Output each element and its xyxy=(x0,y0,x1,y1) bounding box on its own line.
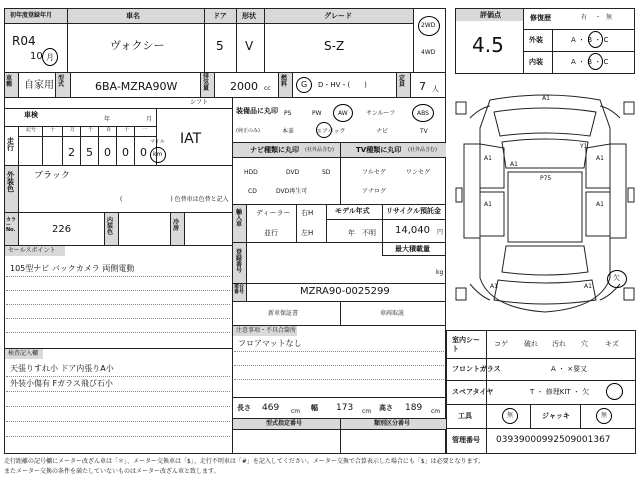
length-value: 469 xyxy=(262,403,280,413)
equipment-item: PS xyxy=(284,110,292,117)
interior-color-label: 内装色 xyxy=(107,217,114,236)
color-value: ブラック xyxy=(34,171,70,181)
exterior-scale: A ・ B ・ C xyxy=(571,36,609,44)
width-unit: cm xyxy=(362,408,372,415)
shift-value: IAT xyxy=(180,131,202,147)
equipment-item: TV xyxy=(420,128,428,135)
front-glass-label: フロントガラス xyxy=(452,365,501,373)
model-name: ヴォクシー xyxy=(110,39,165,52)
digit-label: 記号 xyxy=(26,127,37,133)
digit-label: 千 xyxy=(88,127,94,133)
digit-separator xyxy=(98,126,99,165)
damage-mark: A1 xyxy=(490,283,498,290)
km-label: km xyxy=(153,151,163,158)
exterior-label: 外装 xyxy=(529,36,543,44)
damage-mark: Y1 xyxy=(580,143,588,150)
equipment-item: ABS xyxy=(417,110,429,117)
fuel-selected: G xyxy=(301,80,308,89)
damage-mark: A1 xyxy=(510,161,518,168)
seat-item: 穴 xyxy=(581,340,588,348)
chassis-value: MZRA90-0025299 xyxy=(300,286,390,297)
tv-item: ワンセグ xyxy=(406,169,431,176)
mgmt-label: 管理番号 xyxy=(452,436,480,444)
tv-note: (社外品含む) xyxy=(408,147,437,153)
nav-note: (社外品含む) xyxy=(305,147,334,153)
manual-label: 車両取説 xyxy=(380,310,405,317)
month-unit-circle xyxy=(42,48,58,66)
score-value: 4.5 xyxy=(472,33,504,57)
height-label: 高さ xyxy=(379,404,393,412)
repair-no: 無 xyxy=(606,14,613,21)
front-glass-value: A ・ ×要又 xyxy=(551,365,588,373)
equipment-item: 本革 xyxy=(282,128,295,135)
capacity-unit: 人 xyxy=(432,85,439,93)
interior-scale: A ・ B ・ C xyxy=(571,58,609,66)
color-no: 226 xyxy=(52,224,72,235)
sales-point-label: セールスポイント xyxy=(8,247,56,254)
recycle-value: 14,040 xyxy=(395,225,430,236)
tire-mark: 欠 xyxy=(613,274,620,282)
nav-item: HDD xyxy=(244,169,258,176)
notes-text: フロアマットなし xyxy=(238,339,302,348)
displacement: 2000 xyxy=(230,80,258,93)
color-label: 外装色 xyxy=(7,171,14,193)
damage-mark: P75 xyxy=(540,175,552,182)
grade-label: グレード xyxy=(324,12,352,20)
interior-label: 内装 xyxy=(529,58,543,66)
spare-value: T ・ 修理KIT ・ 欠 xyxy=(530,388,590,396)
category-label: 類別区分番号 xyxy=(374,420,411,427)
equipment-item: エアバック xyxy=(316,128,346,135)
right-hand: 右H xyxy=(301,209,314,217)
digit-label: 十 xyxy=(124,127,130,133)
inspector-line1: 天張りすれ小 ドア内張りA小 xyxy=(10,364,114,373)
repair-yes: 有 xyxy=(581,14,588,21)
equipment-item: ナビ xyxy=(376,128,389,135)
nav-item: DVD xyxy=(286,169,300,176)
kind-label: 車種 xyxy=(6,75,13,88)
jack-label: ジャッキ xyxy=(542,412,570,420)
damage-mark: A1 xyxy=(596,201,604,208)
disp-label: 排気量 xyxy=(203,73,210,92)
damage-mark: A1 xyxy=(584,283,592,290)
footer-line1: 走行距離の記号欄にメーター改ざん車は「＊」、メーター交換車は「$」、走行不明車は「#」を記入してください。メーター交換で合算表示した場合にも「$」は必要となります。 xyxy=(4,458,485,465)
mgmt-value: 03939000992509001367 xyxy=(496,435,611,445)
height-value: 189 xyxy=(405,403,423,413)
equipment-item: PW xyxy=(312,110,322,117)
seat-item: 汚れ xyxy=(552,340,566,348)
nav-item: CD xyxy=(248,188,257,195)
exterior-selected-circle xyxy=(588,31,603,48)
regist-label: 登録番号 xyxy=(236,249,243,274)
model-label: 車名 xyxy=(126,12,140,20)
left-hand: 左H xyxy=(301,229,314,237)
seat-label: 室内シート xyxy=(452,336,480,354)
ac-label: 冷房 xyxy=(173,219,180,232)
length-unit: cm xyxy=(291,408,301,415)
height-unit: cm xyxy=(431,408,441,415)
first-reg-label: 初年度登録年月 xyxy=(10,12,53,19)
damage-mark: A1 xyxy=(542,95,550,102)
nav-title: ナビ種類に丸印 xyxy=(250,146,299,154)
inspector-line2: 外装小傷有 Fガラス飛び石小 xyxy=(10,379,113,388)
digit-separator xyxy=(80,126,81,165)
nav-item: SD xyxy=(322,169,331,176)
repair-dot: ・ xyxy=(595,14,602,21)
tv-item: フルセグ xyxy=(362,169,386,176)
shape-label: 形状 xyxy=(242,12,256,20)
spare-label: スペアタイヤ xyxy=(452,388,494,396)
capacity: 7 xyxy=(419,80,426,93)
jack-value: 無 xyxy=(601,412,608,419)
digit-label: 十 xyxy=(50,127,56,133)
digit-label: 一 xyxy=(142,127,148,133)
model-year-label: モデル年式 xyxy=(335,207,370,215)
mileage-digit: 5 xyxy=(86,146,93,159)
type-code: 6BA-MZRA90W xyxy=(95,80,178,93)
repair-label: 修復歴 xyxy=(530,14,551,22)
fuel-label: 燃料 xyxy=(281,75,288,88)
drive-2wd: 2WD xyxy=(421,22,436,29)
door-label: ドア xyxy=(213,12,227,20)
interior-selected-circle xyxy=(588,53,603,70)
cc-unit: cc xyxy=(264,85,271,92)
aw-circle xyxy=(333,104,353,122)
fuel-options: D・HV・( ) xyxy=(318,81,367,89)
first-reg-month-unit: 月 xyxy=(46,53,54,62)
equipment-subtitle: (純正のみ) xyxy=(236,128,260,134)
length-label: 長さ xyxy=(237,404,251,412)
nav-item: DVD再生可 xyxy=(276,188,308,195)
abs-circle xyxy=(412,104,434,122)
digit-separator xyxy=(116,126,117,165)
shape-value: V xyxy=(245,39,254,53)
footer-line2: またメーター交換の条件を満たしていないものはメーター改ざん車と致します。 xyxy=(4,468,220,475)
max-load-label: 最大積載量 xyxy=(395,245,430,253)
digit-label: 百 xyxy=(106,127,112,133)
mileage-digit: 0 xyxy=(140,146,147,159)
color-note: ( ) 色替車は色替と記入 xyxy=(120,196,229,203)
chassis-label: 車台番号 xyxy=(234,284,245,295)
new-warranty-label: 新車保証書 xyxy=(268,310,299,317)
first-reg-month: 10 xyxy=(30,51,43,62)
seat-item: キズ xyxy=(605,340,619,348)
inspection-month: 月 xyxy=(146,116,153,123)
dealer: ディーラー xyxy=(256,209,291,217)
digit-separator xyxy=(134,126,135,165)
width-value: 173 xyxy=(336,403,354,413)
seat-item: コゲ xyxy=(494,340,508,348)
drive-4wd: 4WD xyxy=(421,49,436,56)
digit-separator xyxy=(42,126,43,165)
digit-label: 万 xyxy=(70,127,76,133)
capacity-label: 定員 xyxy=(399,75,406,88)
tools-label: 工具 xyxy=(458,412,472,420)
sales-point-text: 105型ナビ バックカメラ 両側電動 xyxy=(10,264,135,273)
width-label: 幅 xyxy=(311,404,318,412)
spare-selected-circle xyxy=(606,383,623,400)
use-value: 自家用 xyxy=(24,80,54,91)
type-label: 型式 xyxy=(58,75,65,88)
inspector-label: 検査記入欄 xyxy=(8,350,39,357)
equipment-item: サンルーフ xyxy=(366,110,396,117)
import-label: 輸入車 xyxy=(236,209,243,228)
tv-title: TV種類に丸印 xyxy=(356,146,402,154)
mileage-digit: 0 xyxy=(122,146,129,159)
parallel: 並行 xyxy=(264,229,278,237)
recycle-yen: 円 xyxy=(437,229,444,236)
door-count: 5 xyxy=(216,39,224,53)
tv-item: アナログ xyxy=(362,188,387,195)
digit-separator xyxy=(62,126,63,165)
color-no-label: カラーNo. xyxy=(6,217,17,233)
mileage-digit: 0 xyxy=(104,146,111,159)
type-designation-label: 型式指定番号 xyxy=(266,420,303,427)
mileage-digit: 2 xyxy=(68,146,75,159)
score-label: 評価点 xyxy=(480,11,501,19)
mile-label: マイル xyxy=(150,139,165,145)
recycle-label: リサイクル預託金 xyxy=(386,207,442,215)
damage-mark: A1 xyxy=(484,155,492,162)
damage-mark: A1 xyxy=(484,201,492,208)
tools-value: 無 xyxy=(507,412,514,419)
grade-value: S-Z xyxy=(324,39,345,53)
equipment-item: AW xyxy=(338,110,348,117)
seat-item: 破れ xyxy=(524,340,538,348)
airbag-circle xyxy=(316,122,332,138)
first-reg-year: R04 xyxy=(12,34,36,48)
equipment-title: 装備品に丸印 xyxy=(236,107,278,115)
notes-label: 注意事項・不具合箇所 xyxy=(236,327,297,334)
damage-mark: A1 xyxy=(596,155,604,162)
inspection-year: 年 xyxy=(104,116,111,123)
inspection-label: 車検 xyxy=(24,111,38,119)
shift-label: シフト xyxy=(190,99,209,106)
max-load-unit: kg xyxy=(436,269,444,276)
mileage-label: 走行 xyxy=(7,137,14,152)
model-year-value: 年 不明 xyxy=(348,229,376,237)
